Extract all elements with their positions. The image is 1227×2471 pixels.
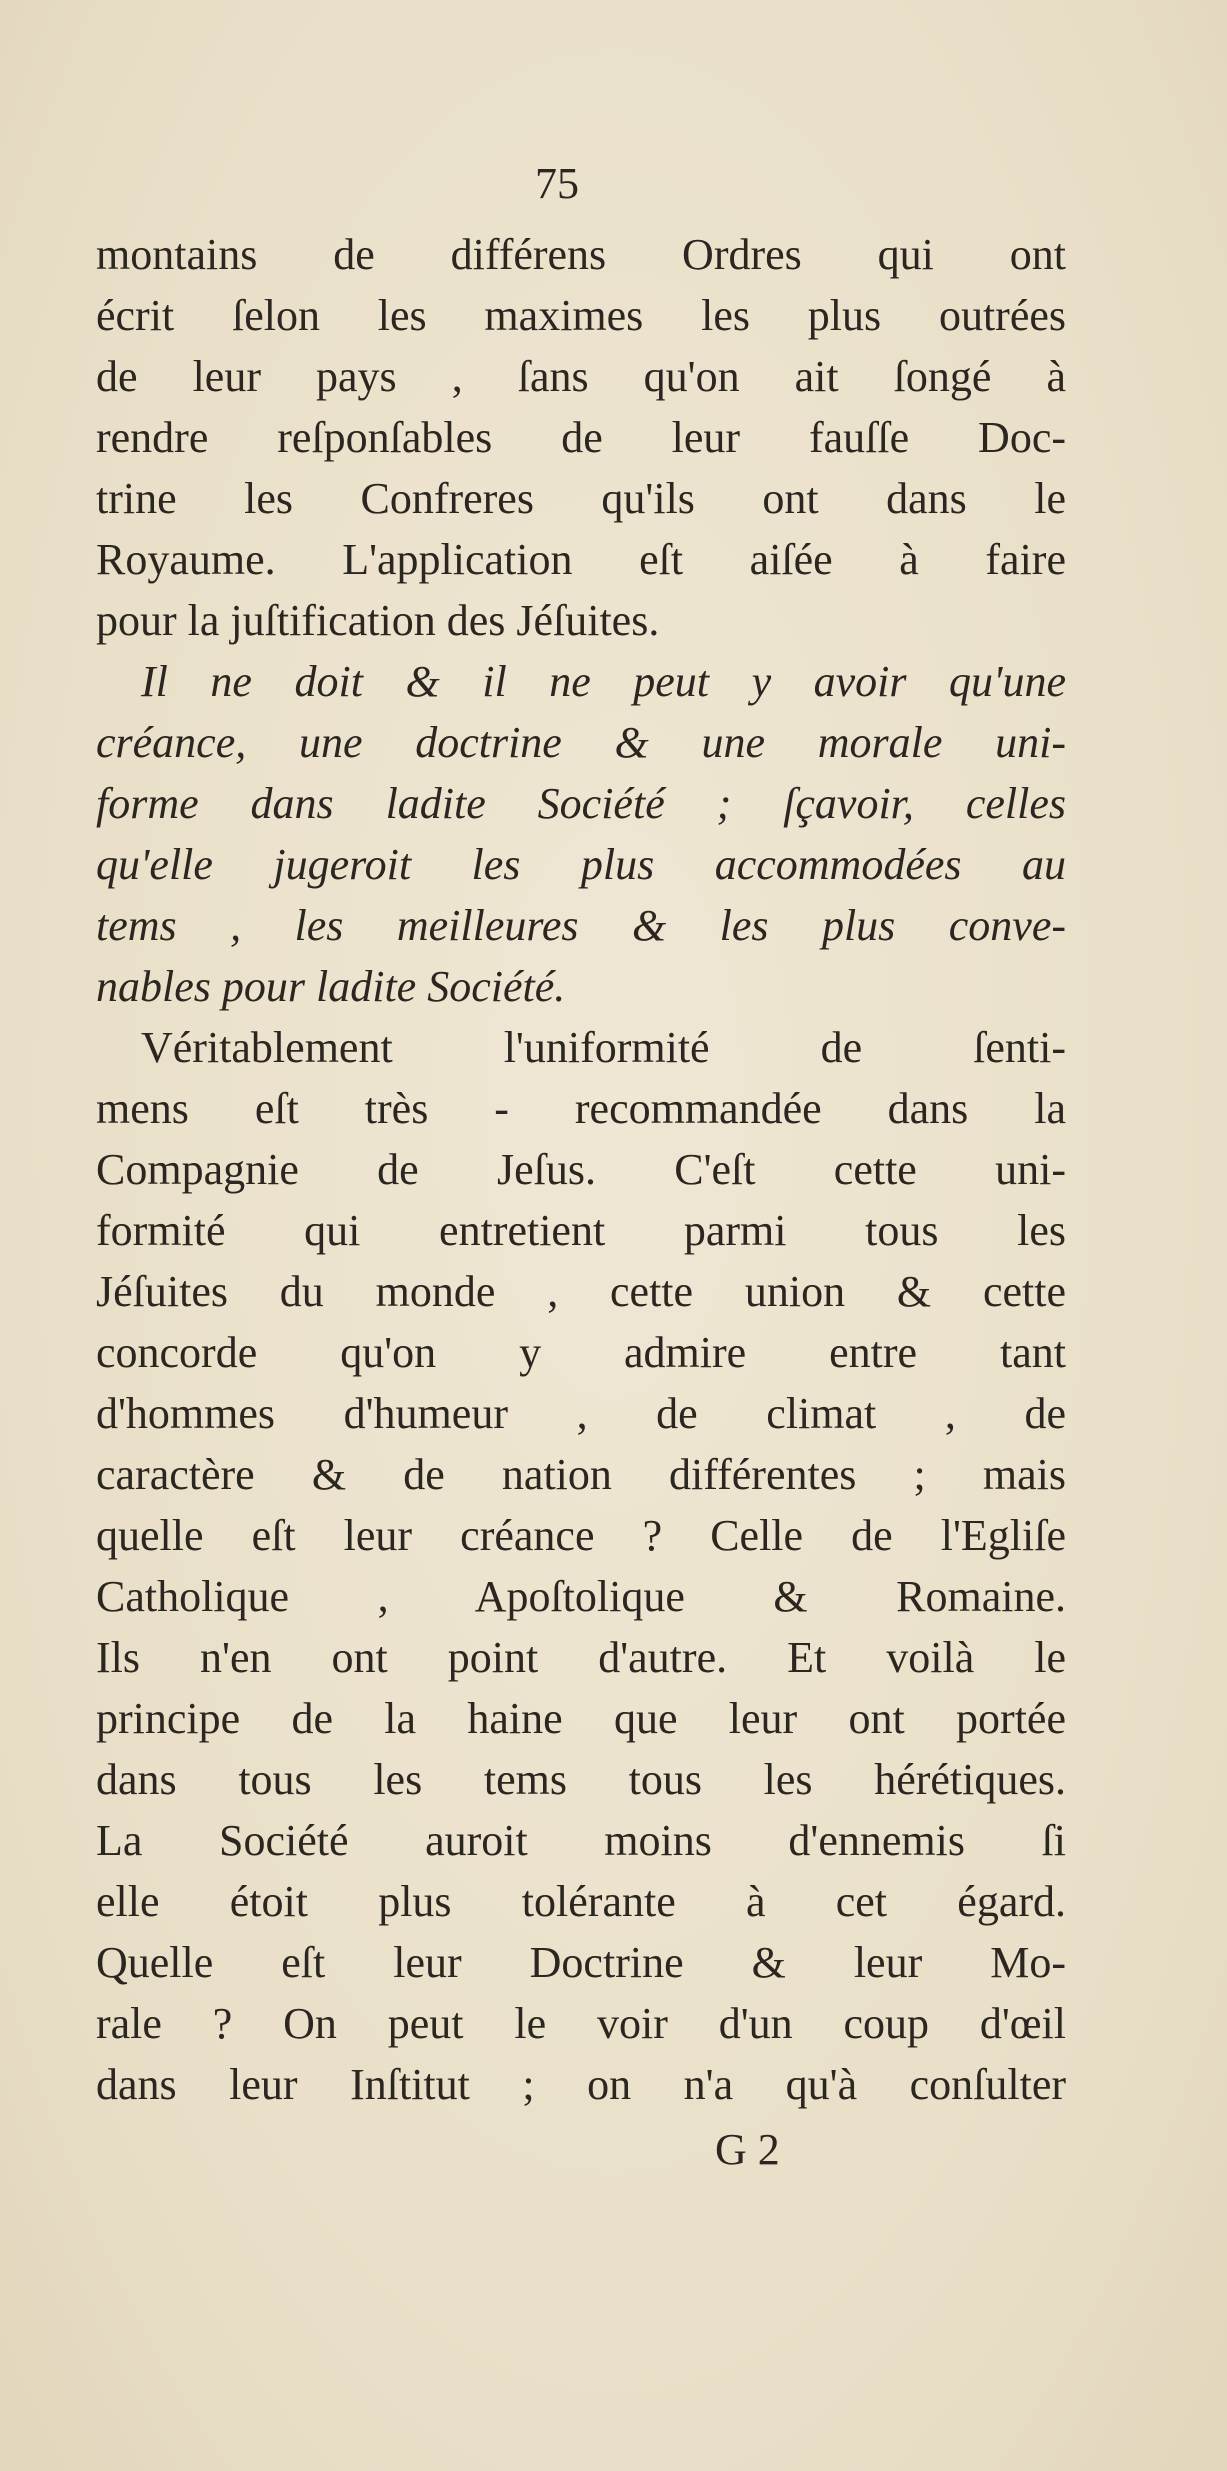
text-line: dans leur Inſtitut ; on n'a qu'à conſulter xyxy=(96,2060,1066,2109)
text-line: La Société auroit moins d'ennemis ſi xyxy=(96,1816,1066,1865)
text-line: elle étoit plus tolérante à cet égard. xyxy=(96,1877,1066,1926)
text-line: Catholique , Apoſtolique & Romaine. xyxy=(96,1572,1066,1621)
paragraph xyxy=(96,651,1066,1017)
paragraph xyxy=(96,1017,1066,2115)
text-line: mens eſt très - recommandée dans la xyxy=(96,1084,1066,1133)
text-line: Royaume. L'application eſt aiſée à faire xyxy=(96,535,1066,584)
text-line: d'hommes d'humeur , de climat , de xyxy=(96,1389,1066,1438)
text-line: concorde qu'on y admire entre tant xyxy=(96,1328,1066,1377)
text-line: principe de la haine que leur ont portée xyxy=(96,1694,1066,1743)
text-line: Quelle eſt leur Doctrine & leur Mo- xyxy=(96,1938,1066,1987)
text-line: pour la juſtification des Jéſuites. xyxy=(96,596,660,645)
text-line: Compagnie de Jeſus. C'eſt cette uni- xyxy=(96,1145,1066,1194)
text-line: tems , les meilleures & les plus conve- xyxy=(96,901,1066,950)
text-line: formité qui entretient parmi tous les xyxy=(96,1206,1066,1255)
text-line: montains de différens Ordres qui ont xyxy=(96,230,1066,279)
text-line: écrit ſelon les maximes les plus outrées xyxy=(96,291,1066,340)
text-line: Ils n'en ont point d'autre. Et voilà le xyxy=(96,1633,1066,1682)
signature-mark: G 2 xyxy=(715,2125,780,2174)
text-line: de leur pays , ſans qu'on ait ſongé à xyxy=(96,352,1066,401)
text-line: rendre reſponſables de leur fauſſe Doc- xyxy=(96,413,1066,462)
text-line: dans tous les tems tous les hérétiques. xyxy=(96,1755,1066,1804)
text-line: créance, une doctrine & une morale uni- xyxy=(96,718,1066,767)
body-text xyxy=(96,224,1066,2115)
text-line: nables pour ladite Société. xyxy=(96,962,566,1011)
text-line: rale ? On peut le voir d'un coup d'œil xyxy=(96,1999,1066,2048)
text-line: caractère & de nation différentes ; mais xyxy=(96,1450,1066,1499)
text-line: Il ne doit & il ne peut y avoir qu'une xyxy=(141,657,1066,706)
text-line: Véritablement l'uniformité de ſenti- xyxy=(141,1023,1066,1072)
text-line: quelle eſt leur créance ? Celle de l'Egliſe xyxy=(96,1511,1066,1560)
text-line: trine les Confreres qu'ils ont dans le xyxy=(96,474,1066,523)
page-number: 75 xyxy=(535,159,579,208)
paragraph xyxy=(96,224,1066,651)
text-line: qu'elle jugeroit les plus accommodées au xyxy=(96,840,1066,889)
text-line: Jéſuites du monde , cette union & cette xyxy=(96,1267,1066,1316)
text-line: forme dans ladite Société ; ſçavoir, celles xyxy=(96,779,1066,828)
